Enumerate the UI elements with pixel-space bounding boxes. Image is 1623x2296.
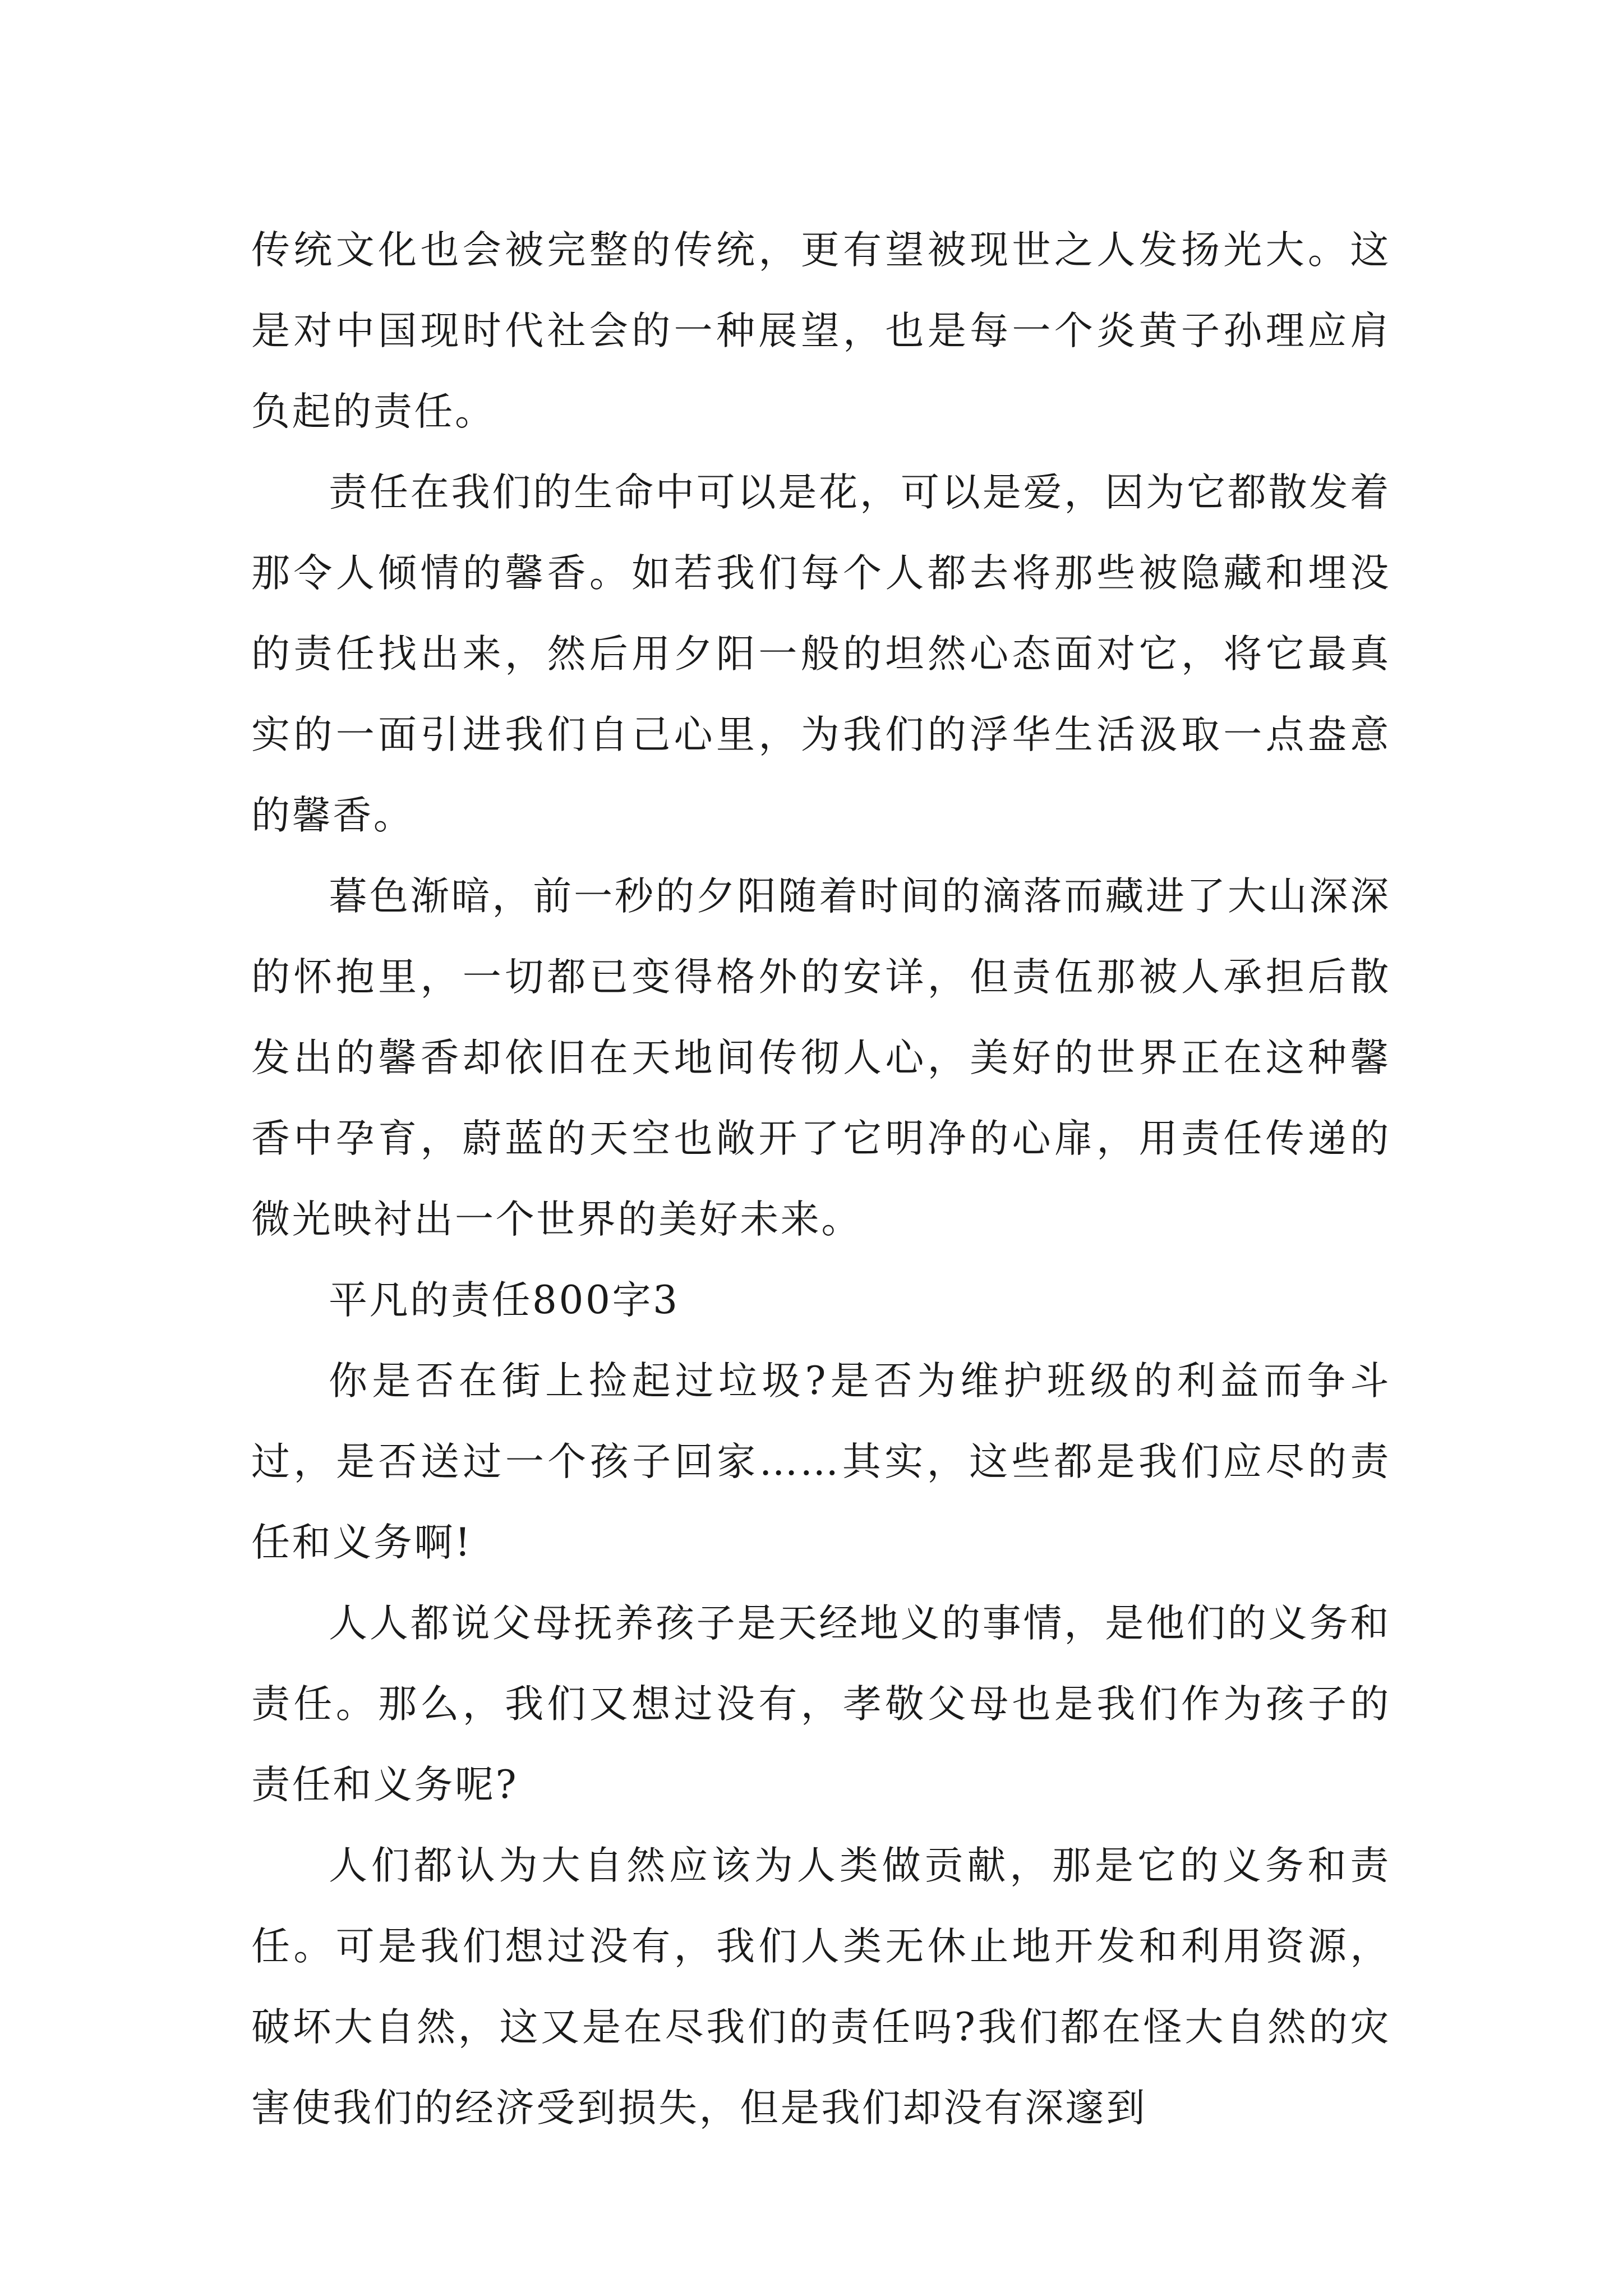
paragraph-5: 人人都说父母抚养孩子是天经地义的事情，是他们的义务和责任。那么，我们又想过没有，孝敬父母也是我们作为孩子的责任和义务呢? [251, 1601, 1391, 1807]
paragraph-6: 人们都认为大自然应该为人类做贡献，那是它的义务和责任。可是我们想过没有，我们人类无休止地开发和利用资源，破坏大自然，这又是在尽我们的责任吗?我们都在怪大自然的灾害使我们的经济受到损失，但是我们却没有深邃到 [251, 1843, 1391, 2131]
paragraph-2: 责任在我们的生命中可以是花，可以是爱，因为它都散发着那令人倾情的馨香。如若我们每个人都去将那些被隐藏和埋没的责任找出来，然后用夕阳一般的坦然心态面对它，将它最真实的一面引进我们自己心里，为我们的浮华生活汲取一点盎意的馨香。 [251, 470, 1391, 838]
paragraph-3: 暮色渐暗，前一秒的夕阳随着时间的滴落而藏进了大山深深的怀抱里，一切都已变得格外的安详，但责伍那被人承担后散发出的馨香却依旧在天地间传彻人心，美好的世界正在这种馨香中孕育，蔚蓝的天空也敞开了它明净的心扉，用责任传递的微光映衬出一个世界的美好未来。 [251, 874, 1391, 1242]
paragraph-4: 你是否在街上捡起过垃圾?是否为维护班级的利益而争斗过，是否送过一个孩子回家……其实，这些都是我们应尽的责任和义务啊! [251, 1359, 1391, 1565]
document-body [251, 210, 1391, 2148]
paragraph-1: 传统文化也会被完整的传统，更有望被现世之人发扬光大。这是对中国现时代社会的一种展望，也是每一个炎黄子孙理应肩负起的责任。 [251, 228, 1391, 434]
section-heading: 平凡的责任800字3 [329, 1278, 680, 1323]
